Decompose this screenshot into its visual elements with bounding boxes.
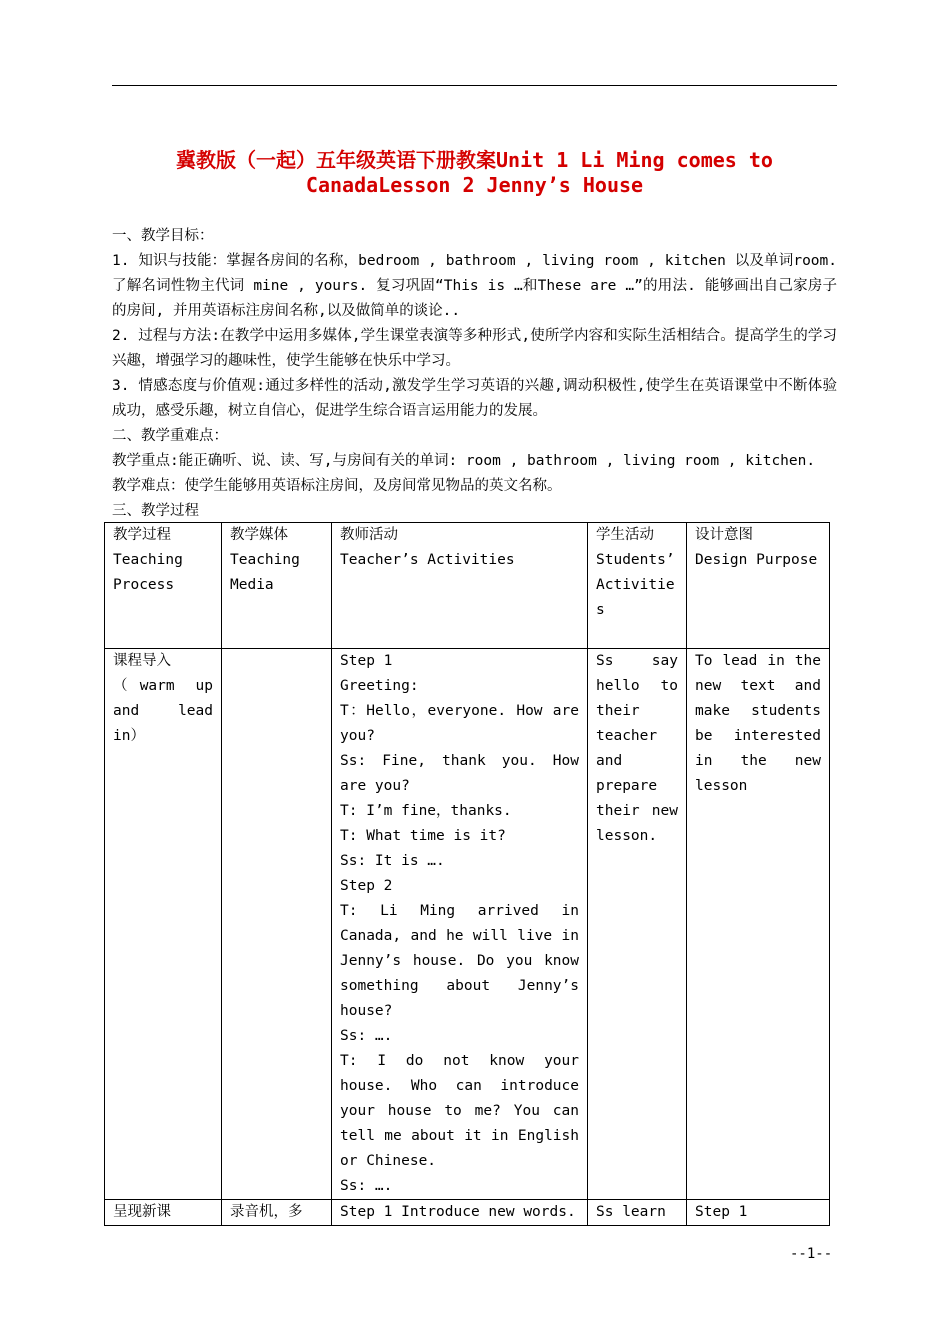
cell-purpose: Step 1 xyxy=(687,1200,830,1226)
title-line-1: 冀教版（一起）五年级英语下册教案Unit 1 Li Ming comes to xyxy=(176,148,773,172)
teaching-process-table xyxy=(104,522,830,1226)
header-rule xyxy=(112,85,837,86)
document-title xyxy=(112,148,837,198)
objective-3: 3. 情感态度与价值观:通过多样性的活动,激发学生学习英语的兴趣,调动积极性,使学生在英语课堂中不断体验成功，感受乐趣，树立自信心，促进学生综合语言运用能力的发展。 xyxy=(112,378,837,419)
cell-media: 录音机，多 xyxy=(222,1200,332,1226)
table-row xyxy=(105,649,830,1200)
page-number: --1-- xyxy=(790,1246,833,1262)
cell-process: 课程导入 （warm up and lead in） xyxy=(105,649,222,1200)
document-body xyxy=(112,224,837,524)
header-purpose: 设计意图 Design Purpose xyxy=(687,523,830,649)
cell-purpose: To lead in the new text and make students be interested in the new lesson xyxy=(687,649,830,1200)
keypoints-heading: 二、教学重难点： xyxy=(112,428,228,444)
header-teacher: 教师活动 Teacher’s Activities xyxy=(332,523,588,649)
key-point: 教学重点:能正确听、说、读、写,与房间有关的单词: room , bathroom , living room , kitchen. xyxy=(112,453,816,469)
header-process: 教学过程 Teaching Process xyxy=(105,523,222,649)
cell-students: Ss learn xyxy=(588,1200,687,1226)
difficult-point: 教学难点：使学生能够用英语标注房间，及房间常见物品的英文名称。 xyxy=(112,478,562,494)
cell-process: 呈现新课 xyxy=(105,1200,222,1226)
cell-students: Ss say hello to their teacher and prepare their new lesson. xyxy=(588,649,687,1200)
objectives-heading: 一、教学目标： xyxy=(112,228,214,244)
table-header-row xyxy=(105,523,830,649)
cell-teacher: Step 1 Greeting: T：Hello，everyone. How are you? Ss: Fine, thank you. How are you? T: I’m fine，thanks. T: What time is it? Ss: It is …. Step 2 T: Li Ming arrived in Canada, and he will live in Jenny’s house. Do you know something about Jenny’s house? Ss: …. T: I do not know your house. Who can introduce your house to me? You can tell me about it in English or Chinese. Ss: …. xyxy=(332,649,588,1200)
cell-teacher: Step 1 Introduce new words. xyxy=(332,1200,588,1226)
cell-media xyxy=(222,649,332,1200)
process-heading: 三、教学过程 xyxy=(112,503,199,519)
header-media: 教学媒体 Teaching Media xyxy=(222,523,332,649)
header-students: 学生活动 Students’ Activities xyxy=(588,523,687,649)
objective-2: 2. 过程与方法:在教学中运用多媒体,学生课堂表演等多种形式,使所学内容和实际生活相结合。提高学生的学习兴趣，增强学习的趣味性，使学生能够在快乐中学习。 xyxy=(112,328,837,369)
objective-1: 1. 知识与技能：掌握各房间的名称，bedroom , bathroom , living room , kitchen 以及单词room. 了解名词性物主代词 mine , yours. 复习巩固“This is …和These are …”的用法. 能够画出自己家房子的房间, 并用英语标注房间名称,以及做简单的谈论.. xyxy=(112,253,837,319)
table-row xyxy=(105,1200,830,1226)
title-line-2: CanadaLesson 2 Jenny’s House xyxy=(305,173,644,197)
